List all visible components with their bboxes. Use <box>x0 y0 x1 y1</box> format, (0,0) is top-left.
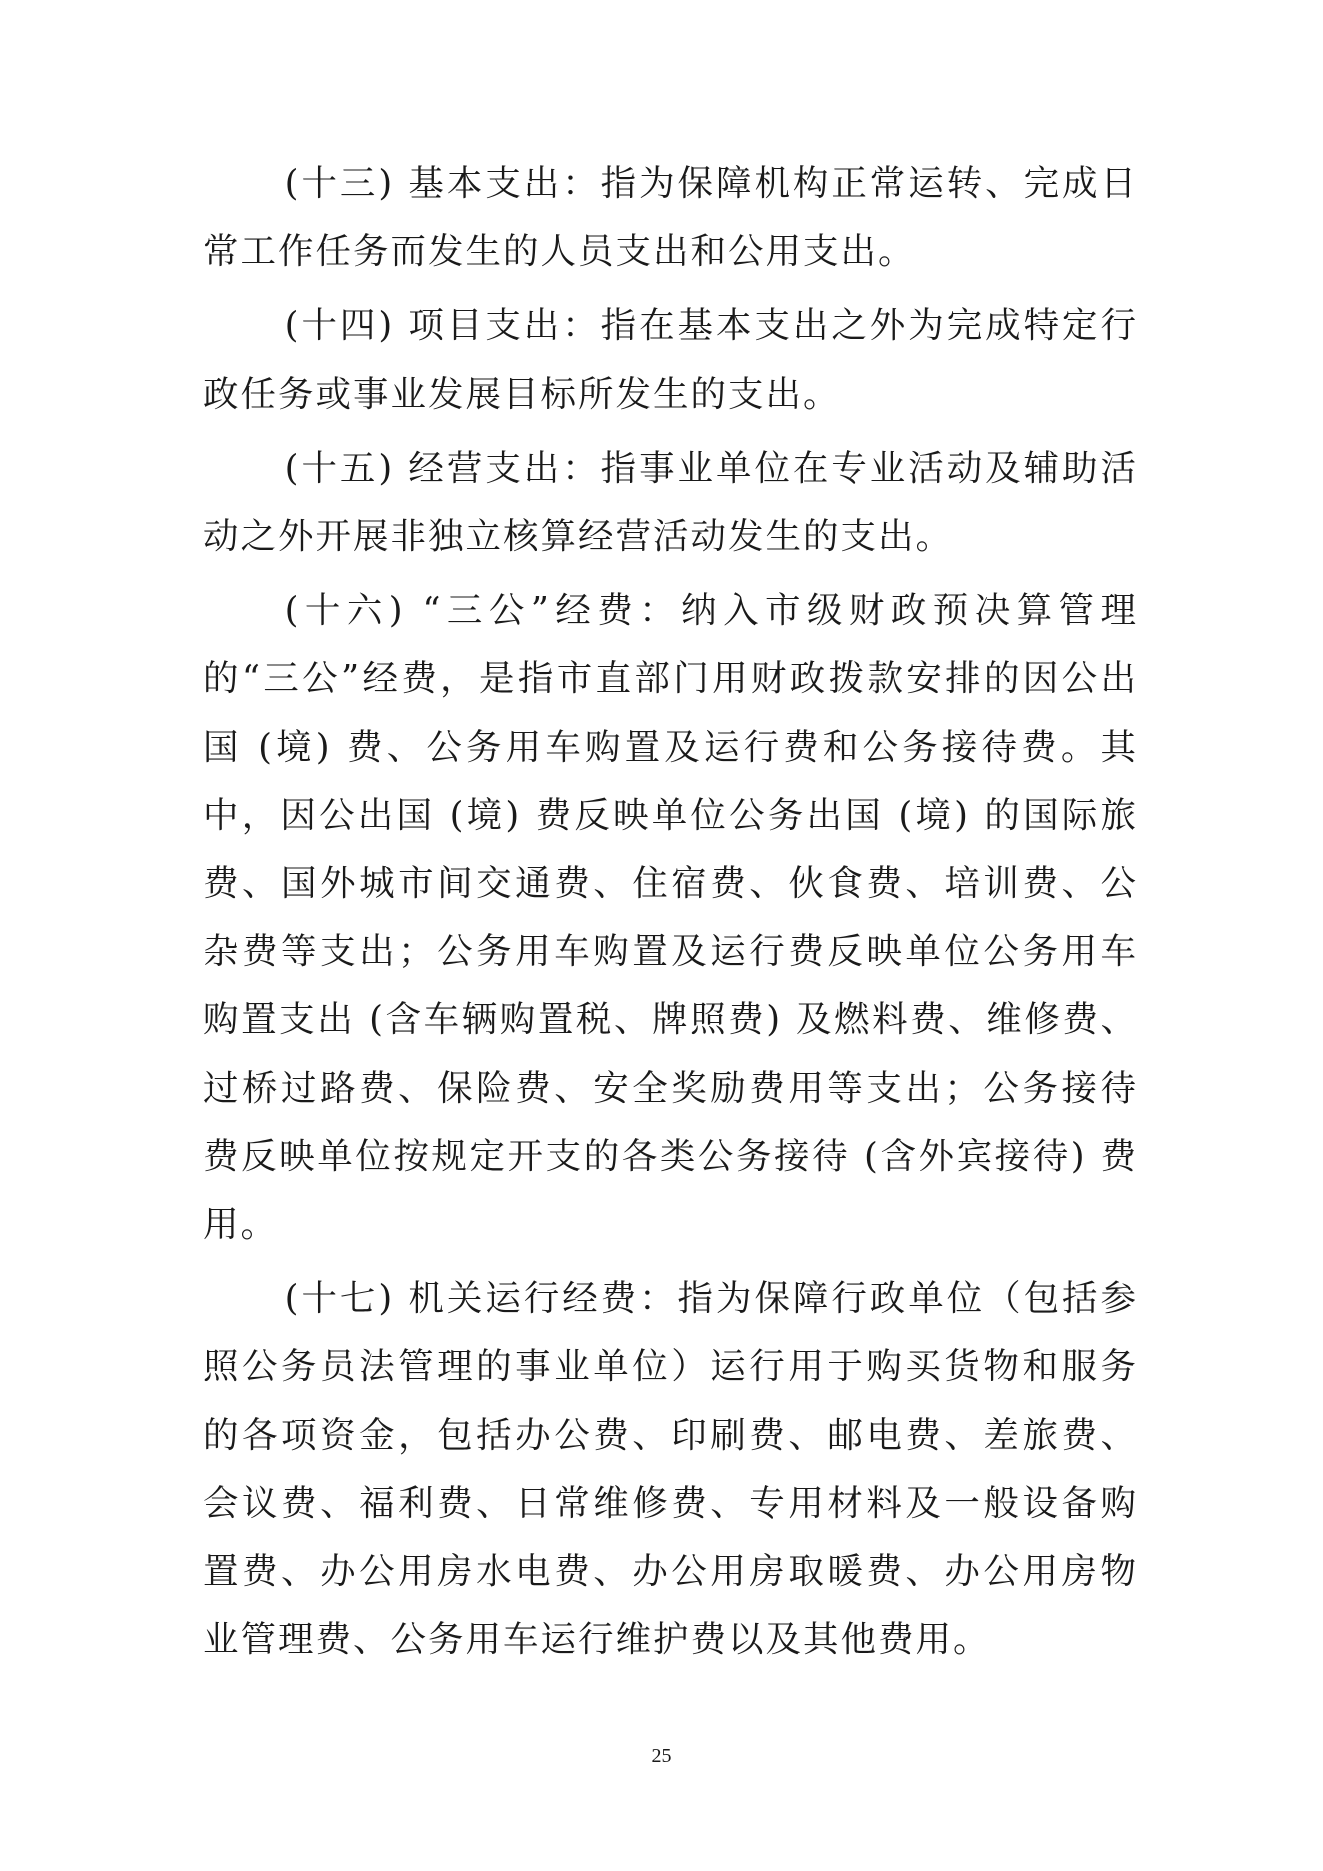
paragraph-three-public-expenses: (十六) “三公”经费：纳入市级财政预决算管理的“三公”经费，是指市直部门用财政拨款安排的因公出国 (境) 费、公务用车购置及运行费和公务接待费。其中，因公出国 (境) 费反映单位公务出国 (境) 的国际旅费、国外城市间交通费、住宿费、伙食费、培训费、公杂费等支出；公务用车购置及运行费反映单位公务用车购置支出 (含车辆购置税、牌照费) 及燃料费、维修费、过桥过路费、保险费、安全奖励费用等支出；公务接待费反映单位按规定开支的各类公务接待 (含外宾接待) 费用。 <box>203 590 1138 1246</box>
paragraph-agency-operating-funds: (十七) 机关运行经费：指为保障行政单位（包括参照公务员法管理的事业单位）运行用于购买货物和服务的各项资金，包括办公费、印刷费、邮电费、差旅费、会议费、福利费、日常维修费、专用材料及一般设备购置费、办公用房水电费、办公用房取暖费、办公用房物业管理费、公务用车运行维护费以及其他费用。 <box>203 1278 1138 1661</box>
paragraph-basic-expenditure: (十三) 基本支出：指为保障机构正常运转、完成日常工作任务而发生的人员支出和公用支出。 <box>203 163 1138 273</box>
paragraph-project-expenditure: (十四) 项目支出：指在基本支出之外为完成特定行政任务或事业发展目标所发生的支出。 <box>203 305 1138 415</box>
page-number: 25 <box>651 1745 672 1767</box>
paragraph-operating-expenditure: (十五) 经营支出：指事业单位在专业活动及辅助活动之外开展非独立核算经营活动发生的支出。 <box>203 447 1138 558</box>
document-body <box>203 150 1138 1680</box>
